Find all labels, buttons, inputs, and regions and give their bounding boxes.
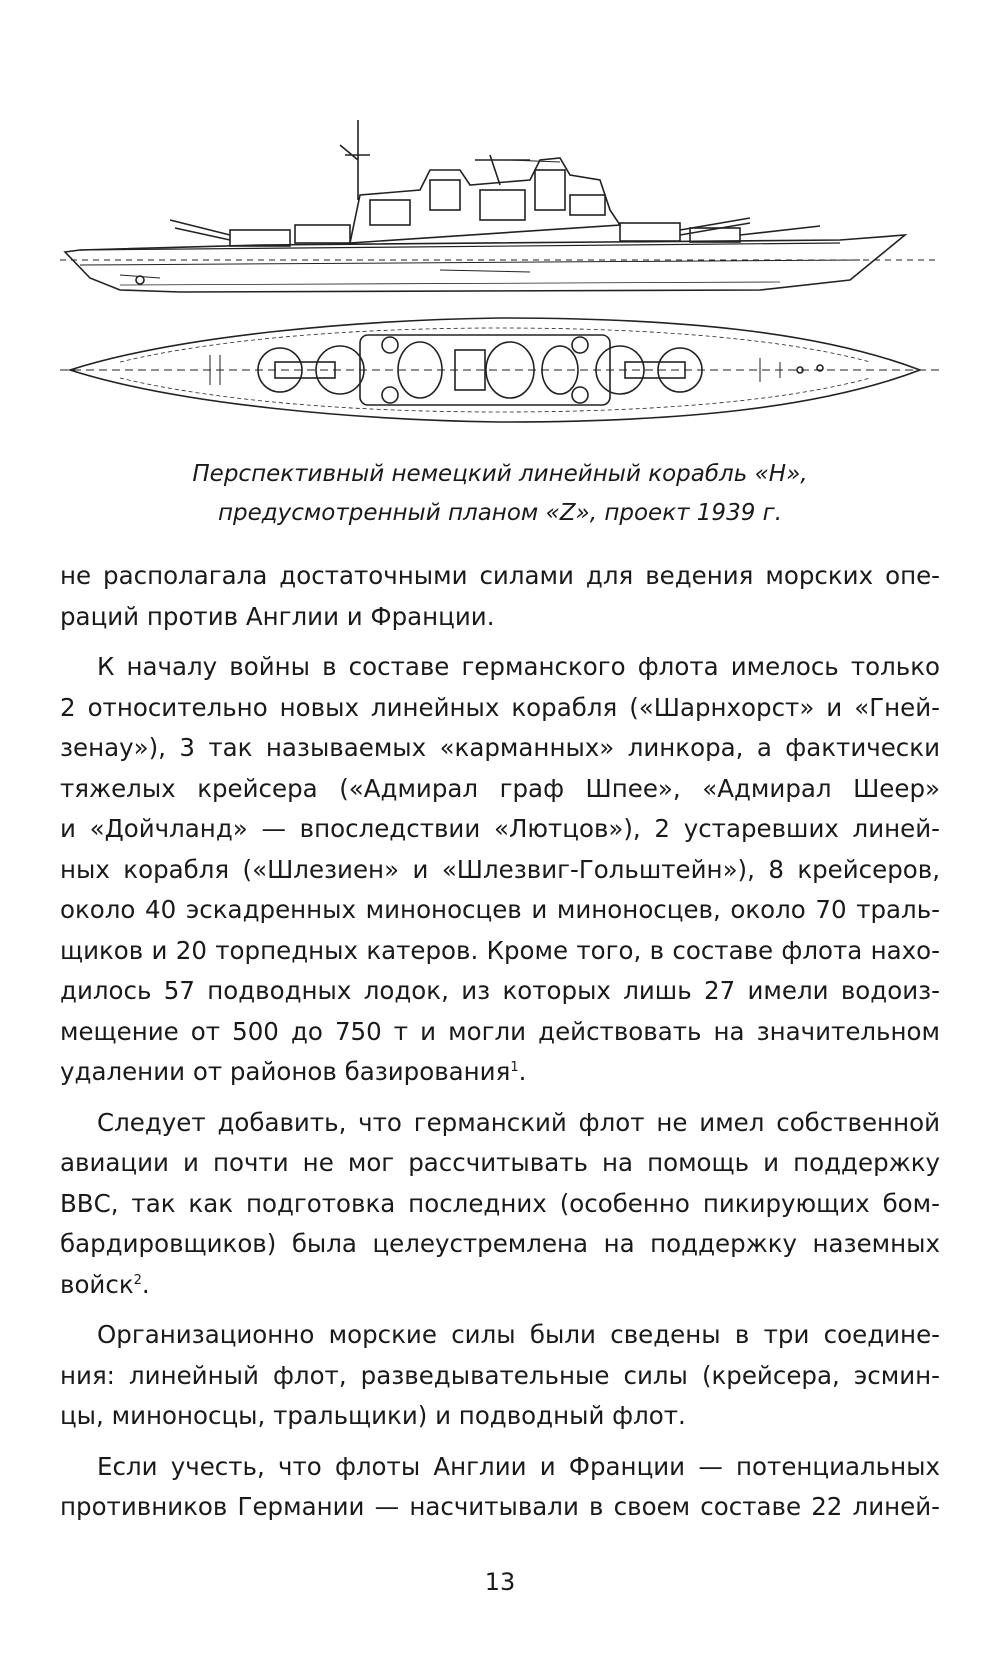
text-fragment: удалении от районов базирования: [60, 1057, 511, 1086]
text-line: авиации и почти не мог рассчитывать на помощь и поддержку: [60, 1148, 940, 1177]
text-line: [60, 1265, 940, 1306]
text-line: Следует добавить, что германский флот не имел собственной: [97, 1107, 940, 1137]
body-text: [60, 556, 940, 1528]
footnote-ref-2: 2: [133, 1272, 142, 1288]
ship-plan-view: [60, 318, 940, 422]
text-line: К началу войны в составе германского флота имелось только: [97, 652, 940, 681]
text-line: не располагала достаточными силами для ведения морских опе-: [60, 561, 940, 590]
text-line: щиков и 20 торпедных катеров. Кроме того, в составе флота нахо-: [60, 935, 940, 965]
text-line: около 40 эскадренных миноносцев и миноносцев, около 70 траль-: [60, 895, 940, 924]
battleship-drawing: [60, 100, 940, 450]
figure-caption: [60, 455, 940, 533]
text-line: зенау»), 3 так называемых «карманных» линкора, а фактически: [60, 733, 940, 762]
caption-line-2: предусмотренный планом «Z», проект 1939 г.: [217, 500, 783, 526]
text-line: ния: линейный флот, разведывательные силы (крейсера, эсмин-: [60, 1360, 940, 1390]
main-mast: [340, 120, 370, 200]
text-line: [60, 1052, 940, 1093]
ship-illustration: [60, 100, 940, 450]
text-line: противников Германии — насчитывали в своем составе 22 линей-: [60, 1492, 940, 1521]
text-line: Если учесть, что флоты Англии и Франции — потенциальных: [97, 1451, 940, 1481]
text-line: бардировщиков) была целеустремлена на поддержку наземных: [60, 1229, 940, 1258]
text-line: 2 относительно новых линейных корабля («Шарнхорст» и «Гней-: [60, 692, 940, 722]
page-number: 13: [484, 1568, 516, 1596]
text-line: цы, миноносцы, тральщики) и подводный флот.: [60, 1401, 686, 1430]
text-line: Организационно морские силы были сведены в три соедине-: [97, 1320, 940, 1349]
text-line: ВВС, так как подготовка последних (особенно пикирующих бом-: [60, 1188, 940, 1218]
text-line: дилось 57 подводных лодок, из которых лишь 27 имели водоиз-: [60, 976, 940, 1005]
text-fragment: .: [141, 1269, 150, 1299]
text-line: мещение от 500 до 750 т и могли действовать на значительном: [60, 1016, 940, 1046]
text-line: и «Дойчланд» — впоследствии «Лютцов»), 2 устаревших линей-: [60, 814, 940, 843]
text-line: тяжелых крейсера («Адмирал граф Шпее», «Адмирал Шеер»: [60, 773, 940, 803]
footnote-ref-1: 1: [510, 1060, 519, 1075]
text-line: ных корабля («Шлезиен» и «Шлезвиг-Гольштейн»), 8 крейсеров,: [60, 854, 940, 884]
caption-line-1: Перспективный немецкий линейный корабль «H»,: [192, 461, 808, 487]
text-fragment: войск: [60, 1269, 134, 1299]
text-line: раций против Англии и Франции.: [60, 601, 495, 631]
text-fragment: .: [518, 1057, 527, 1086]
